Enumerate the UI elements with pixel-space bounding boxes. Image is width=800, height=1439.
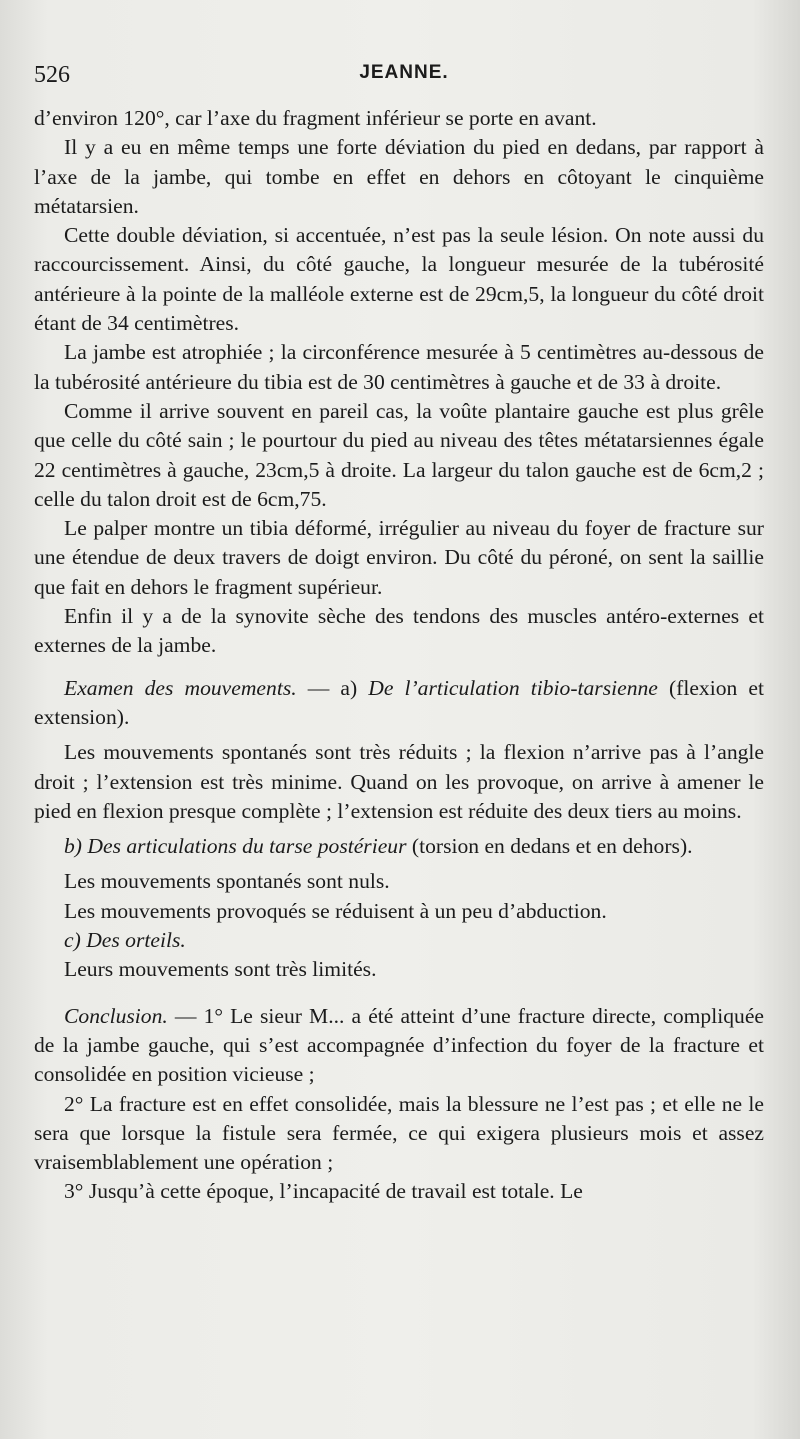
paragraph-shortening: Cette double déviation, si accentuée, n’est pas la seule lésion. On note aussi du raccourcissement. Ainsi, du côté gauche, la longueur mesurée de la tubérosité antérieure à la pointe de la malléole externe est de 29cm,5, la longueur du côté droit étant de 34 centimètres. [34, 223, 764, 336]
paragraph-toes: Leurs mouvements sont très limités. [64, 957, 377, 982]
movements-heading: Examen des mouvements. [64, 675, 297, 700]
paragraph-atrophy: La jambe est atrophiée ; la circonférence mesurée à 5 centimètres au-dessous de la tubérosité antérieure du tibia est de 30 centimètres à gauche et de 33 à droite. [34, 340, 764, 394]
tibiotarsal-subheading: De l’articulation tibio-tarsienne [368, 675, 658, 700]
paragraph-plantar-arch: Comme il arrive souvent en pareil cas, la voûte plantaire gauche est plus grêle que celle du côté sain ; le pourtour du pied au niveau des têtes métatarsiennes égale 22 centimètres à gauche, 23cm,5 à droite. La largeur du talon gauche est de 6cm,2 ; celle du talon droit est de 6cm,75. [34, 398, 764, 511]
paragraph-movements-heading: Examen des mouvements. — a) De l’articulation tibio-tarsienne (flexion et extension). [34, 675, 764, 729]
paragraph-spontaneous-movements: Les mouvements spontanés sont très réduits ; la flexion n’arrive pas à l’angle droit ; l’extension est très minime. Quand on les provoque, on arrive à amener le pied en flexion presque complète ; l’extension est réduite des deux tiers au moins. [34, 740, 764, 823]
paragraph-synovitis: Enfin il y a de la synovite sèche des tendons des muscles antéro-externes et externes de la jambe. [34, 604, 764, 658]
page-header [34, 60, 774, 94]
paragraph-tarsus-heading: b) Des articulations du tarse postérieur (torsion en dedans et en dehors). [64, 834, 693, 859]
toes-subheading: Des orteils. [86, 928, 186, 953]
tarsus-subheading: Des articulations du tarse postérieur [87, 834, 407, 859]
paragraph-toes-heading: c) Des orteils. [64, 928, 186, 953]
paragraph-palpation: Le palper montre un tibia déformé, irrégulier au niveau du foyer de fracture sur une étendue de deux travers de doigt environ. Du côté du péroné, on sent la saillie que fait en dehors le fragment supérieur. [34, 516, 764, 599]
paragraph-tarsus-provoked: Les mouvements provoqués se réduisent à un peu d’abduction. [64, 898, 607, 923]
paragraph-conclusion-3: 3° Jusqu’à cette époque, l’incapacité de travail est totale. Le [64, 1179, 583, 1204]
paragraph-foot-deviation: Il y a eu en même temps une forte déviation du pied en dedans, par rapport à l’axe de la jambe, qui tombe en effet en dehors en côtoyant le cinquième métatarsien. [34, 135, 764, 218]
conclusion-heading: Conclusion. [64, 1003, 168, 1028]
body-text [34, 104, 764, 1207]
paragraph-conclusion-2: 2° La fracture est en effet consolidée, mais la blessure ne l’est pas ; et elle ne le sera que lorsque la fistule sera fermée, ce qui exigera plusieurs mois et assez vraisemblablement une opération ; [34, 1091, 764, 1175]
paragraph-tarsus-spontaneous: Les mouvements spontanés sont nuls. [64, 869, 390, 894]
paragraph-conclusion: Conclusion. — 1° Le sieur M... a été atteint d’une fracture directe, compliquée de la jambe gauche, qui s’est accompagnée d’infection du foyer de la fracture et consolidée en position vicieuse ; [34, 1003, 764, 1087]
paragraph-continuation: d’environ 120°, car l’axe du fragment inférieur se porte en avant. [34, 106, 597, 130]
page-number: 526 [34, 62, 70, 88]
running-head: JEANNE. [359, 62, 449, 83]
